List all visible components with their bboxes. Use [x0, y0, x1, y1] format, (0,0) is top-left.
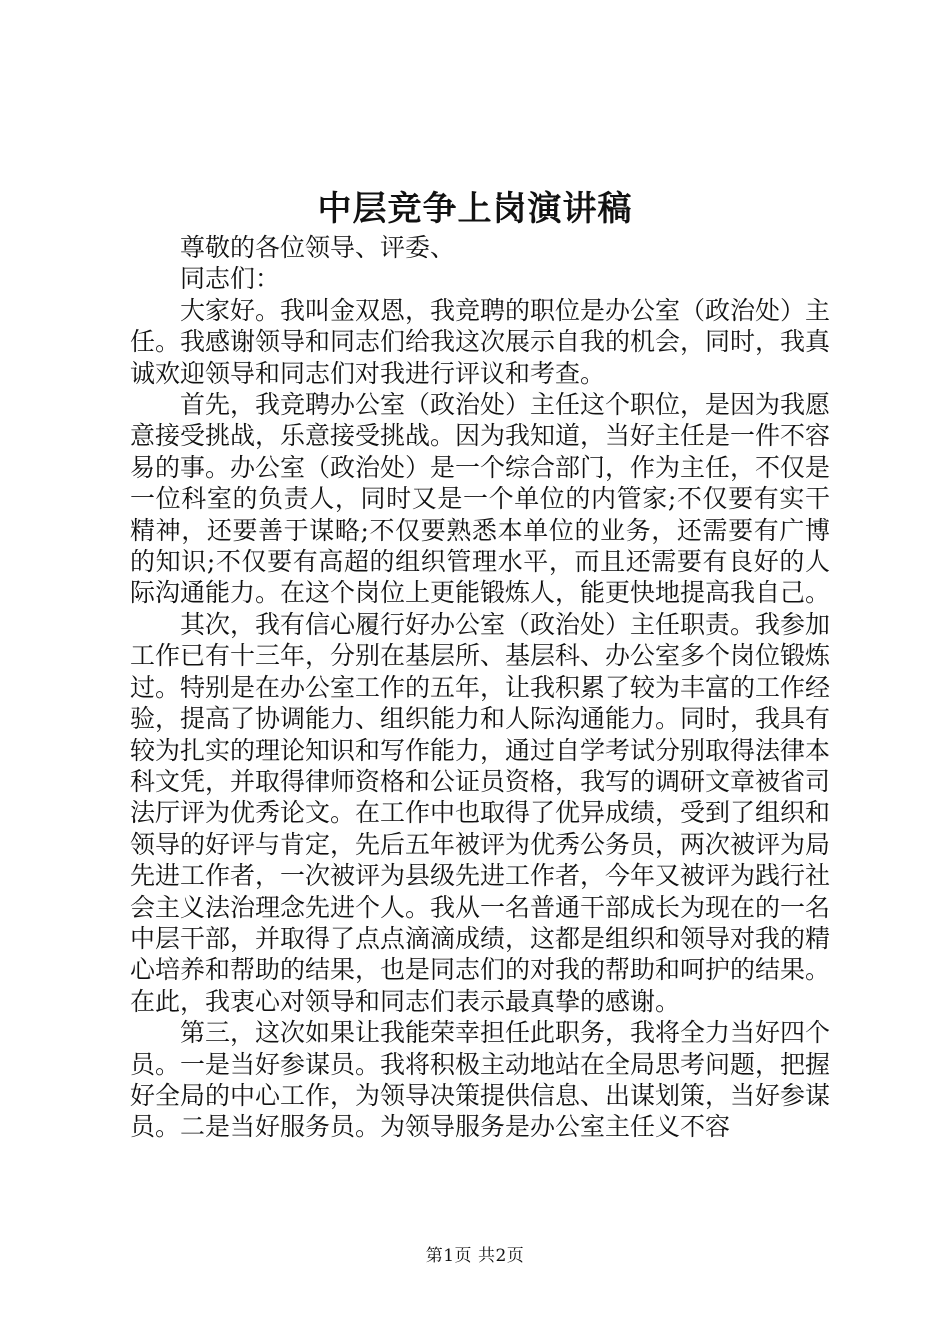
page-number-footer: 第1页 共2页 — [425, 1246, 525, 1266]
document-body — [130, 232, 830, 1143]
salutation-line-1: 尊敬的各位领导、评委、 — [180, 233, 456, 262]
paragraph-intro: 大家好。我叫金双恩，我竞聘的职位是办公室（政治处）主任。我感谢领导和同志们给我这次展示自我的机会，同时，我真诚欢迎领导和同志们对我进行评议和考查。 — [130, 295, 831, 388]
paragraph-second: 其次，我有信心履行好办公室（政治处）主任职责。我参加工作已有十三年，分别在基层所、基层科、办公室多个岗位锻炼过。特别是在办公室工作的五年，让我积累了较为丰富的工作经验，提高了协调能力、组织能力和人际沟通能力。同时，我具有较为扎实的理论知识和写作能力，通过自学考试分别取得法律本科文凭，并取得律师资格和公证员资格，我写的调研文章被省司法厅评为优秀论文。在工作中也取得了优异成绩，受到了组织和领导的好评与肯定，先后五年被评为优秀公务员，两次被评为局先进工作者，一次被评为县级先进工作者，今年又被评为践行社会主义法治理念先进个人。我从一名普通干部成长为现在的一名中层干部，并取得了点点滴滴成绩，这都是组织和领导对我的精心培养和帮助的结果，也是同志们的对我的帮助和呵护的结果。在此，我衷心对领导和同志们表示最真挚的感谢。 — [130, 609, 831, 1016]
paragraph-first: 首先，我竞聘办公室（政治处）主任这个职位，是因为我愿意接受挑战，乐意接受挑战。因为我知道，当好主任是一件不容易的事。办公室（政治处）是一个综合部门，作为主任，不仅是一位科室的负责人，同时又是一个单位的内管家;不仅要有实干精神，还要善于谋略;不仅要熟悉本单位的业务，还需要有广博的知识;不仅要有高超的组织管理水平，而且还需要有良好的人际沟通能力。在这个岗位上更能锻炼人，能更快地提高我自己。 — [130, 390, 831, 608]
salutation-line-2: 同志们： — [180, 264, 281, 294]
paragraph-third: 第三，这次如果让我能荣幸担任此职务，我将全力当好四个员。一是当好参谋员。我将积极主动地站在全局思考问题，把握好全局的中心工作，为领导决策提供信息、出谋划策，当好参谋员。二是当好服务员。为领导服务是办公室主任义不容 — [130, 1018, 831, 1142]
document-title: 中层竞争上岗演讲稿 — [317, 189, 633, 229]
